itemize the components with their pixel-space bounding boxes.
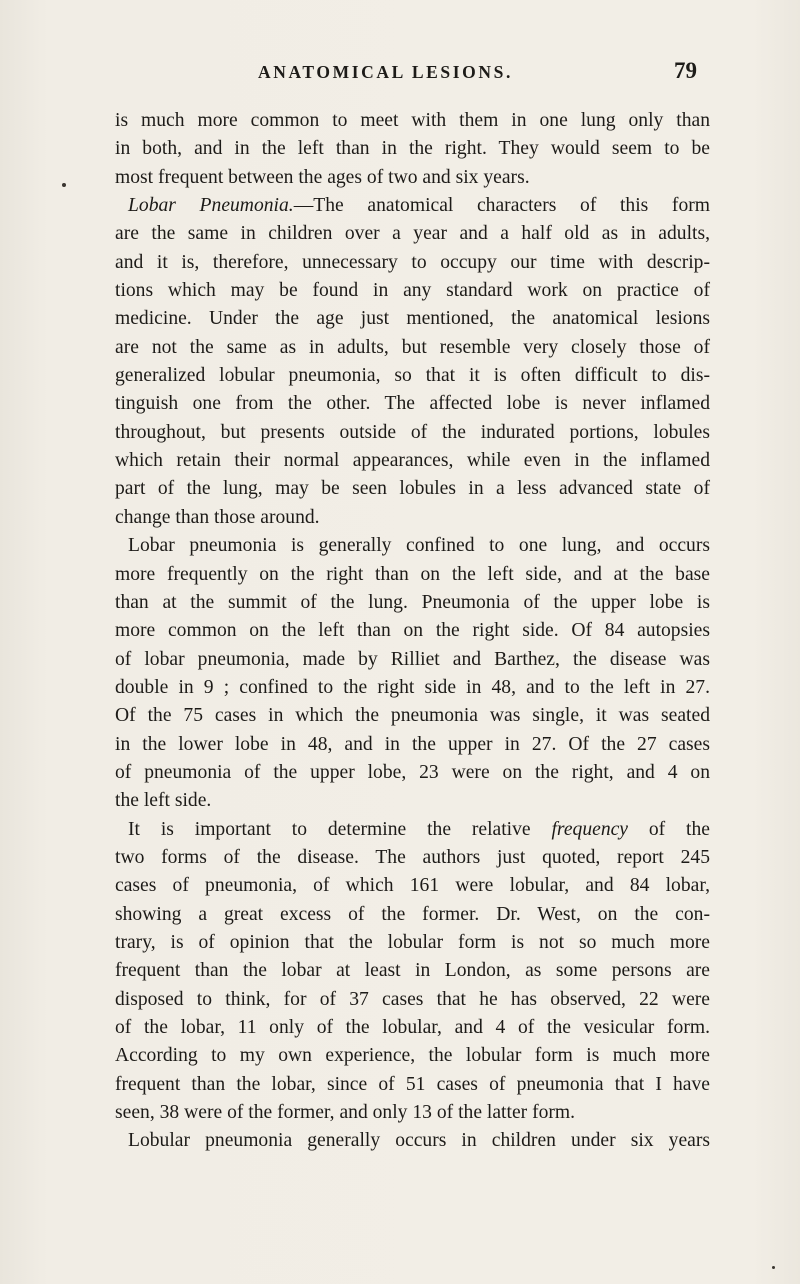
section-heading: Lobar Pneumonia. xyxy=(128,195,294,217)
text-line xyxy=(115,532,710,560)
line-text: double in 9 ; confined to the right side in 48, and to the left in 27. xyxy=(115,676,710,698)
text-line xyxy=(115,164,710,192)
running-head xyxy=(0,58,800,88)
body-text xyxy=(115,107,710,1156)
line-text: generalized lobular pneumonia, so that it is often difficult to dis- xyxy=(115,365,710,387)
text-line xyxy=(115,504,710,532)
text-line xyxy=(115,1014,710,1042)
line-text: tinguish one from the other. The affected lobe is never inflamed xyxy=(115,393,710,415)
emphasis-word: frequency xyxy=(551,818,629,840)
text-line xyxy=(115,192,710,220)
line-text: of lobar pneumonia, made by Rilliet and Barthez, the disease was xyxy=(115,648,710,670)
text-line xyxy=(115,986,710,1014)
text-line xyxy=(115,702,710,730)
line-text: in the lower lobe in 48, and in the upper in 27. Of the 27 cases xyxy=(115,733,710,755)
text-line xyxy=(115,1071,710,1099)
text-line xyxy=(115,107,710,135)
text-line xyxy=(115,475,710,503)
text-line xyxy=(115,135,710,163)
text-line xyxy=(115,674,710,702)
text-line xyxy=(115,220,710,248)
line-text: Of the 75 cases in which the pneumonia was single, it was seated xyxy=(115,705,710,727)
line-text: in both, and in the left than in the right. They would seem to be xyxy=(115,138,710,160)
page-number: 79 xyxy=(674,58,697,83)
line-text: Lobar pneumonia is generally confined to one lung, and occurs xyxy=(128,535,710,557)
text-line xyxy=(115,305,710,333)
line-text: than at the summit of the lung. Pneumonia of the upper lobe is xyxy=(115,591,710,613)
line-text: showing a great excess of the former. Dr. West, on the con- xyxy=(115,903,710,925)
text-line xyxy=(115,816,710,844)
line-text: frequent than the lobar at least in London, as some persons are xyxy=(115,960,710,982)
text-line xyxy=(115,901,710,929)
text-line xyxy=(115,787,710,815)
line-text: more common on the left than on the right side. Of 84 autopsies xyxy=(115,620,710,642)
line-text: trary, is of opinion that the lobular form is not so much more xyxy=(115,931,710,953)
line-text: and it is, therefore, unnecessary to occupy our time with descrip- xyxy=(115,251,710,273)
line-text: part of the lung, may be seen lobules in a less advanced state of xyxy=(115,478,710,500)
text-line xyxy=(115,844,710,872)
line-text: —The anatomical characters of this form xyxy=(293,195,711,217)
line-text: of the lobar, 11 only of the lobular, and 4 of the vesicular form. xyxy=(115,1017,710,1038)
text-line xyxy=(115,561,710,589)
line-text: are the same in children over a year and a half old as in adults, xyxy=(115,223,710,245)
text-line xyxy=(115,759,710,787)
line-text: cases of pneumonia, of which 161 were lobular, and 84 lobar, xyxy=(115,875,710,897)
text-line xyxy=(115,1042,710,1070)
line-text: seen, 38 were of the former, and only 13 of the latter form. xyxy=(115,1102,576,1124)
text-line xyxy=(115,419,710,447)
line-text: throughout, but presents outside of the indurated portions, lobules xyxy=(115,421,710,443)
text-line xyxy=(115,646,710,674)
text-line xyxy=(115,731,710,759)
text-line xyxy=(115,617,710,645)
text-line xyxy=(115,872,710,900)
text-line xyxy=(115,929,710,957)
line-text: change than those around. xyxy=(115,506,320,528)
line-text: which retain their normal appearances, while even in the inflamed xyxy=(115,450,710,472)
line-text: two forms of the disease. The authors just quoted, report 245 xyxy=(115,846,710,868)
line-text: more frequently on the right than on the left side, and at the base xyxy=(115,563,710,585)
line-text: disposed to think, for of 37 cases that he has observed, 22 were xyxy=(115,988,710,1010)
line-text-after: of the xyxy=(628,818,710,840)
running-title: ANATOMICAL LESIONS. xyxy=(258,62,513,82)
text-line xyxy=(115,589,710,617)
line-text: frequent than the lobar, since of 51 cases of pneumonia that I have xyxy=(115,1073,710,1095)
text-line xyxy=(115,249,710,277)
line-text: most frequent between the ages of two and six years. xyxy=(115,166,530,188)
line-text: According to my own experience, the lobular form is much more xyxy=(115,1045,710,1067)
text-line xyxy=(115,362,710,390)
text-line xyxy=(115,1127,710,1155)
text-line xyxy=(115,957,710,985)
line-text: tions which may be found in any standard work on practice of xyxy=(115,280,710,302)
margin-speck xyxy=(62,183,66,187)
text-line xyxy=(115,390,710,418)
margin-speck xyxy=(772,1266,775,1269)
text-line xyxy=(115,334,710,362)
line-text: It is important to determine the relative xyxy=(128,818,531,840)
text-line xyxy=(115,277,710,305)
line-text: are not the same as in adults, but resemble very closely those of xyxy=(115,336,710,358)
text-line xyxy=(115,447,710,475)
line-text: Lobular pneumonia generally occurs in children under six years xyxy=(128,1130,710,1152)
text-line xyxy=(115,1099,710,1127)
line-text: the left side. xyxy=(115,790,212,812)
line-text: medicine. Under the age just mentioned, the anatomical lesions xyxy=(115,308,710,330)
line-text: of pneumonia of the upper lobe, 23 were on the right, and 4 on xyxy=(115,761,710,783)
line-text: is much more common to meet with them in one lung only than xyxy=(115,110,710,131)
